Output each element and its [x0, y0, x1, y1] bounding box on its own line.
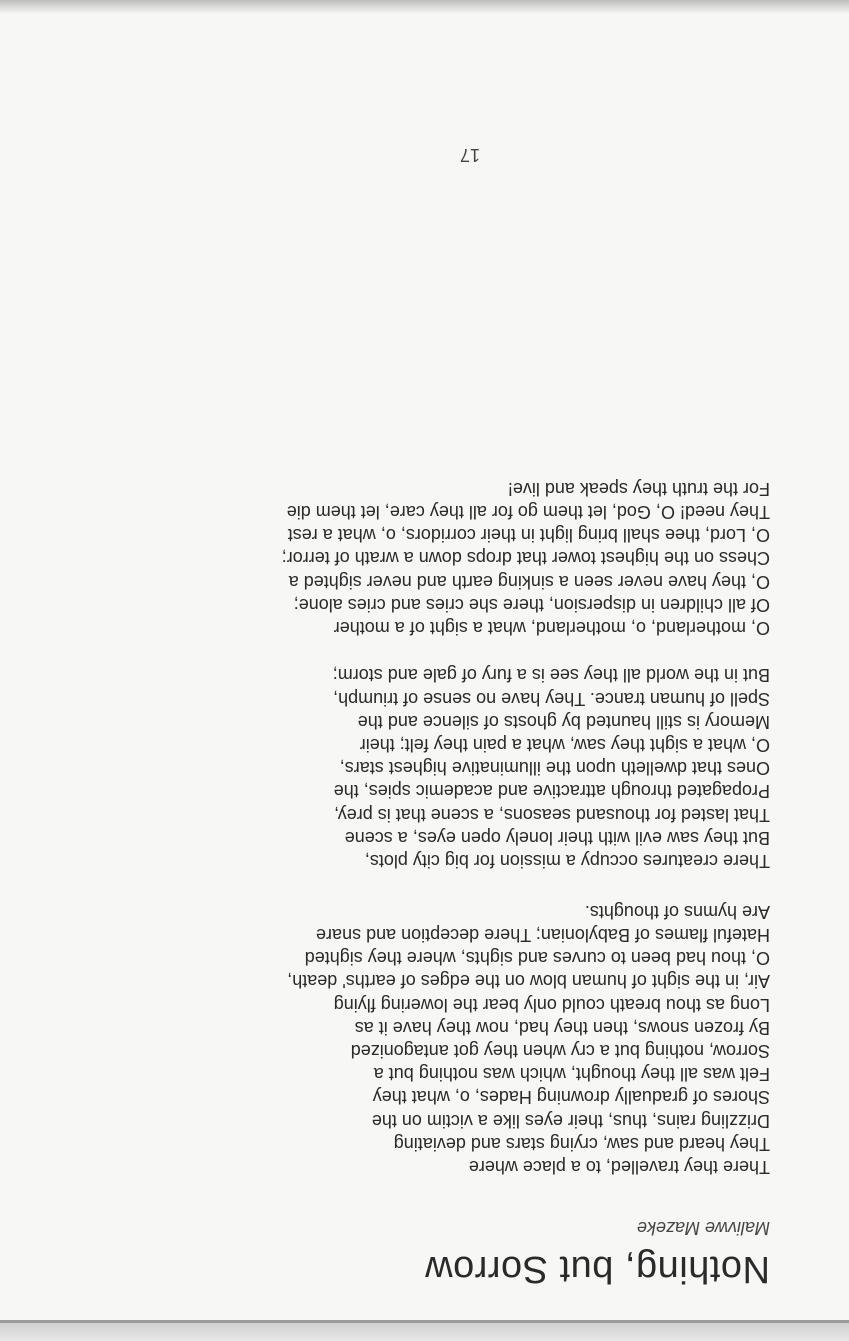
poem-line: But they saw evil with their lonely open eyes, a scene: [344, 827, 770, 848]
stanza-1: [287, 900, 770, 1178]
poem-line: O, Lord, thee shall bring light in their corridors, o, what a rest: [287, 525, 770, 546]
poem-line: Hateful flames of Babylonian; There deception and snare: [316, 924, 770, 945]
poem-line: There creatures occupy a mission for big city plots,: [364, 851, 770, 871]
poem-line: Felt was all they thought, which was nothing but a: [373, 1064, 770, 1085]
page-number: 17: [459, 145, 480, 165]
poem-line: They heard and saw, crying stars and deviating: [393, 1133, 770, 1154]
stanza-2: [333, 663, 770, 872]
poem-author: Malivwe Mazeke: [636, 1218, 770, 1238]
poem-line: There they travelled, to a place where: [468, 1157, 770, 1177]
poem-line: For the truth they speak and live!: [507, 478, 770, 499]
poem-title: Nothing, but Sorrow: [424, 1248, 770, 1290]
poem-line: Sorrow, nothing but a cry when they got antagonized: [350, 1040, 770, 1061]
poem-line: Ones that dwelleth upon the illuminative highest stars,: [339, 758, 770, 779]
page-top-edge: [0, 0, 849, 14]
poem-line: Chess on the highest tower that drops down a wrath of terror;: [281, 548, 770, 569]
poem-content-rotated: [150, 70, 770, 1290]
poem-line: O, thou had been to curves and sights, where they sighted: [304, 948, 770, 969]
poem-line: Are hymns of thoughts.: [584, 901, 770, 922]
poem-line: Of all children in dispersion, there she cries and cries alone;: [293, 594, 770, 615]
book-gutter-shadow: [0, 1323, 849, 1341]
poem-line: By frozen snows, then they had, now they have it as: [354, 1017, 770, 1038]
poem-line: But in the world all they see is a fury of gale and storm;: [332, 665, 770, 686]
poem-line: O, motherland, o, motherland, what a sight of a mother: [333, 618, 770, 638]
poem-line: Drizzling rains, thus, their eyes like a victim on the: [371, 1110, 770, 1131]
poem-line: Spell of human trance. They have no sense of triumph,: [333, 688, 770, 709]
poem-line: Memory is still haunted by ghosts of silence and the: [357, 711, 770, 732]
poem-line: O, what a sight they saw, what a pain they felt; their: [359, 734, 770, 755]
poem-line: O, they have never seen a sinking earth and never sighted a: [288, 571, 770, 592]
poem-line: Long as thou breath could only bear the lowering flying: [333, 994, 770, 1015]
poem-line: That lasted for thousand seasons, a scene that is prey,: [334, 804, 770, 825]
poem-line: They need! O, God, let them go for all they care, let them die: [286, 501, 770, 522]
poem-line: Propagated through attractive and academic spies, the: [333, 781, 770, 802]
stanza-3: [282, 477, 770, 639]
poem-line: Shores of gradually drowning Hades, o, what they: [372, 1087, 770, 1108]
poem-line: Air, in the sight of human blow on the edges of earths' death,: [287, 971, 770, 992]
